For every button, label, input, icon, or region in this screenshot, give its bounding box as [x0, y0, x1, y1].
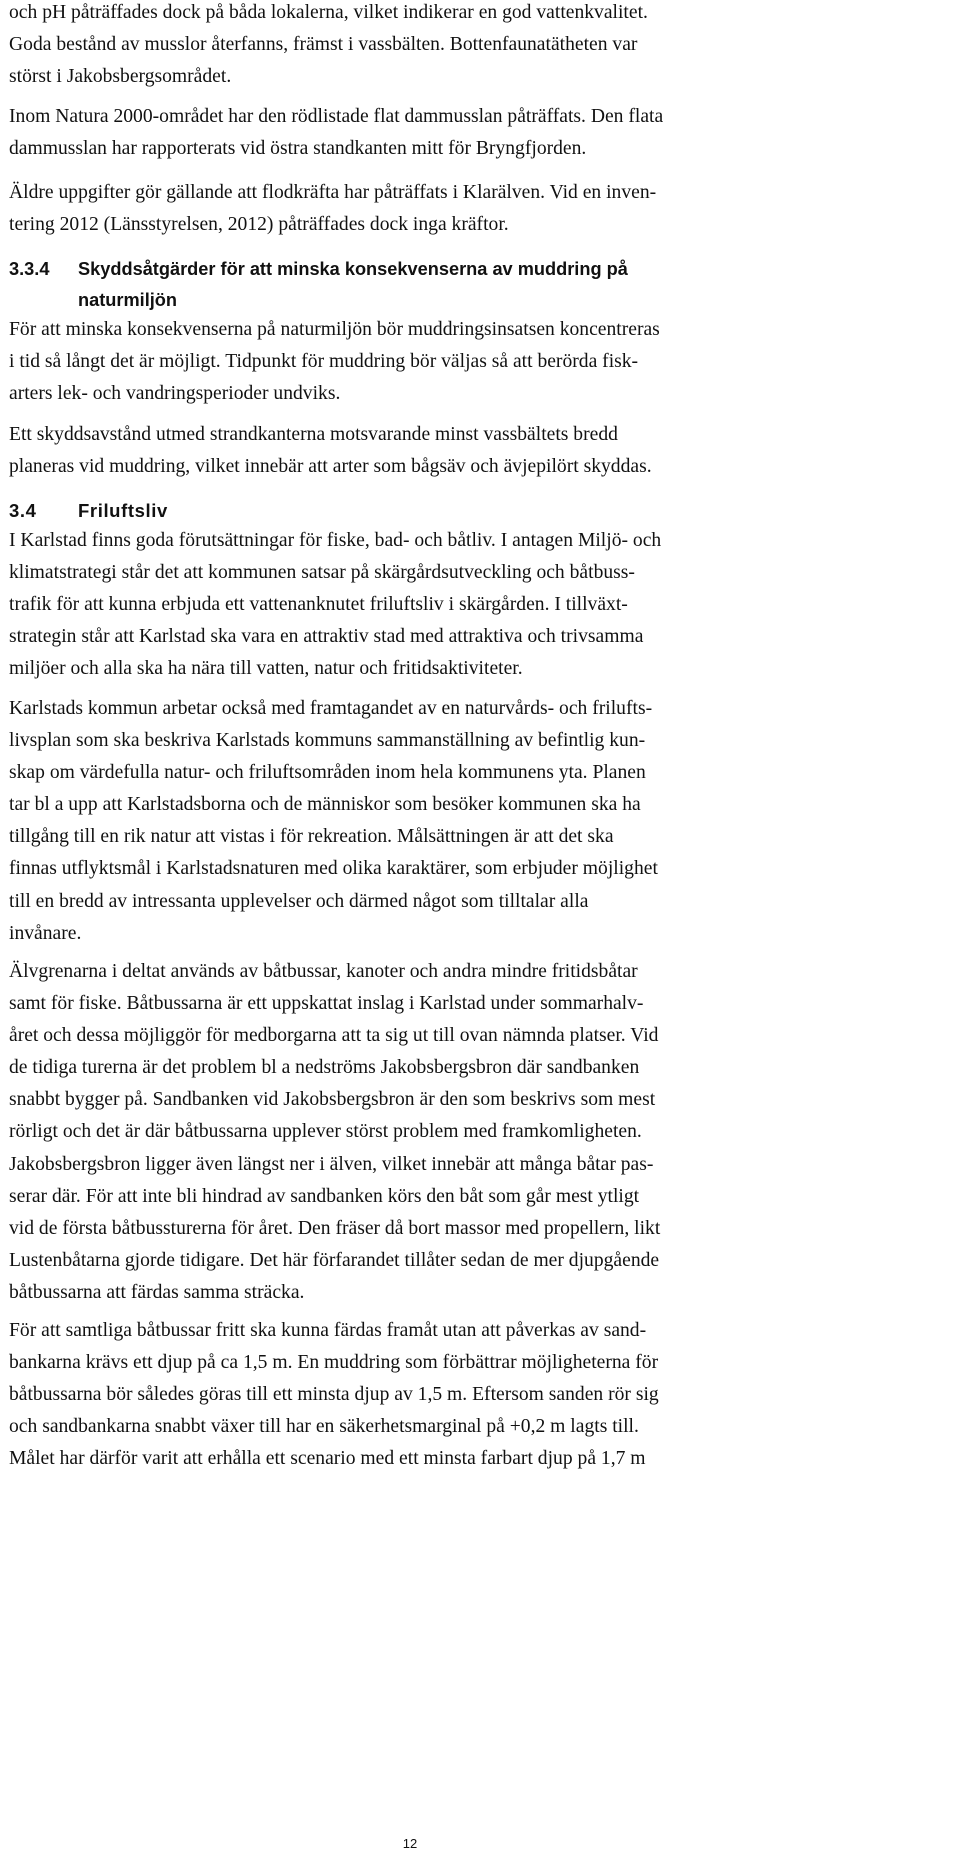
text-line: och sandbankarna snabbt växer till har en säkerhetsmarginal på +0,2 m lagts till.	[9, 1416, 639, 1438]
text-line: Goda bestånd av musslor återfanns, främst i vassbälten. Bottenfaunatätheten var	[9, 34, 638, 56]
paragraph	[9, 419, 805, 483]
text-line: finnas utflyktsmål i Karlstadsnaturen med olika karaktärer, som erbjuder möjlighet	[9, 858, 658, 880]
text-line: planeras vid muddring, vilket innebär att arter som bågsäv och ävjepilört skyddas.	[9, 456, 652, 478]
text-line: bankarna krävs ett djup på ca 1,5 m. En muddring som förbättrar möjligheterna för	[9, 1352, 659, 1374]
text-line: skap om värdefulla natur- och friluftsområden inom hela kommunens yta. Planen	[9, 762, 646, 784]
text-line: Inom Natura 2000-området har den rödlistade flat dammusslan påträffats. Den flata	[9, 106, 664, 127]
text-line: tering 2012 (Länsstyrelsen, 2012) påträffades dock inga kräftor.	[9, 214, 509, 236]
paragraph	[9, 1315, 805, 1475]
text-line: I Karlstad finns goda förutsättningar för fiske, bad- och båtliv. I antagen Miljö- och	[9, 530, 662, 551]
text-line: i tid så långt det är möjligt. Tidpunkt för muddring bör väljas så att berörda fisk-	[9, 351, 639, 373]
paragraph	[9, 525, 805, 685]
text-line: invånare.	[9, 922, 82, 944]
text-line: Karlstads kommun arbetar också med framtagandet av en naturvårds- och frilufts-	[9, 698, 653, 719]
text-line: till en bredd av intressanta upplevelser och därmed något som tilltalar alla	[9, 890, 589, 912]
text-line: Jakobsbergsbron ligger även längst ner i älven, vilket innebär att många båtar pas-	[9, 1153, 654, 1175]
heading-title: Skyddsåtgärder för att minska konsekvenserna av muddring på	[78, 259, 628, 279]
heading-number: 3.3.4	[9, 259, 50, 279]
heading-title-continuation: naturmiljön	[78, 290, 178, 310]
text-line: tillgång till en rik natur att vistas i för rekreation. Målsättningen är att det ska	[9, 826, 614, 848]
text-line: båtbussarna bör således göras till ett minsta djup av 1,5 m. Eftersom sanden rör sig	[9, 1384, 659, 1406]
text-line: vid de första båtbussturerna för året. Den fräser då bort massor med propellern, likt	[9, 1217, 661, 1239]
text-line: För att samtliga båtbussar fritt ska kunna färdas framåt utan att påverkas av sand-	[9, 1320, 647, 1341]
page-number: 12	[402, 1836, 418, 1851]
paragraph	[9, 956, 805, 1309]
text-line: rörligt och det är där båtbussarna upplever störst problem med framkomligheten.	[9, 1121, 642, 1143]
text-line: och pH påträffades dock på båda lokalerna, vilket indikerar en god vattenkvalitet.	[9, 2, 648, 23]
text-line: livsplan som ska beskriva Karlstads kommuns sammanställning av befintlig kun-	[9, 730, 646, 752]
heading-number: 3.4	[9, 500, 37, 521]
text-line: Lustenbåtarna gjorde tidigare. Det här förfarandet tillåter sedan de mer djupgående	[9, 1249, 660, 1271]
paragraph	[9, 177, 805, 241]
text-line: För att minska konsekvenserna på naturmiljön bör muddringsinsatsen koncentreras	[9, 319, 660, 340]
text-line: Målet har därför varit att erhålla ett scenario med ett minsta farbart djup på 1,7 m	[9, 1448, 646, 1470]
text-line: dammusslan har rapporterats vid östra standkanten mitt för Bryngfjorden.	[9, 138, 587, 160]
text-line: tar bl a upp att Karlstadsborna och de människor som besöker kommunen ska ha	[9, 794, 641, 816]
text-line: Älvgrenarna i deltat används av båtbussar, kanoter och andra mindre fritidsbåtar	[9, 961, 638, 982]
text-line: klimatstrategi står det att kommunen satsar på skärgårdsutveckling och båtbuss-	[9, 562, 635, 584]
text-line: Ett skyddsavstånd utmed strandkanterna motsvarande minst vassbältets bredd	[9, 424, 618, 445]
text-line: miljöer och alla ska ha nära till vatten, natur och fritidsaktiviteter.	[9, 658, 523, 680]
text-line: samt för fiske. Båtbussarna är ett uppskattat inslag i Karlstad under sommarhalv-	[9, 993, 644, 1015]
text-line: strategin står att Karlstad ska vara en attraktiv stad med attraktiva och trivsamma	[9, 626, 644, 648]
text-line: året och dessa möjliggör för medborgarna att ta sig ut till ovan nämnda platser. Vid	[9, 1025, 659, 1047]
text-line: arters lek- och vandringsperioder undviks.	[9, 383, 341, 405]
text-line: Äldre uppgifter gör gällande att flodkräfta har påträffats i Klarälven. Vid en inven-	[9, 182, 657, 203]
paragraph	[9, 314, 805, 410]
heading-title: Friluftsliv	[78, 500, 168, 521]
text-line: serar där. För att inte bli hindrad av sandbanken körs den båt som går mest ytligt	[9, 1185, 640, 1207]
text-line: snabbt bygger på. Sandbanken vid Jakobsbergsbron är den som beskrivs som mest	[9, 1089, 656, 1111]
text-line: de tidiga turerna är det problem bl a nedströms Jakobsbergsbron där sandbanken	[9, 1057, 640, 1079]
paragraph	[9, 0, 805, 93]
text-line: störst i Jakobsbergsområdet.	[9, 66, 232, 88]
text-line: trafik för att kunna erbjuda ett vattenanknutet friluftsliv i skärgården. I tillväxt-	[9, 594, 628, 616]
paragraph	[9, 101, 805, 165]
paragraph	[9, 693, 805, 950]
text-line: båtbussarna att färdas samma sträcka.	[9, 1281, 305, 1303]
